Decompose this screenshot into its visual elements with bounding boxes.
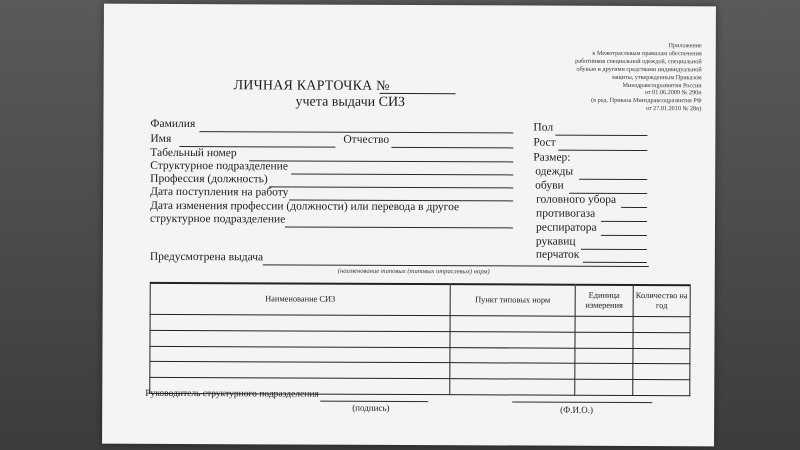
sex-label: Пол — [533, 121, 554, 134]
col-header-quantity: Количество на год — [633, 285, 690, 317]
appendix-note-line: от 01.06.2009 № 290н — [644, 89, 702, 97]
appendix-note-line: работников специальной одеждой, специальной — [575, 57, 702, 66]
gloves-label: рукавиц — [535, 235, 576, 248]
table-cell[interactable] — [633, 332, 690, 348]
appendix-note-line: Минздравсоцразвития России — [622, 81, 702, 89]
surname-label: Фамилия — [150, 117, 196, 131]
appendix-note-line: от 27.01.2010 № 28н) — [645, 105, 702, 113]
gloves-field[interactable] — [581, 249, 647, 250]
table-cell[interactable] — [575, 332, 633, 348]
table-cell[interactable] — [150, 362, 450, 379]
patronymic-label: Отчество — [343, 133, 390, 146]
col-header-ppe-name: Наименование СИЗ — [150, 283, 450, 316]
tab-number-field[interactable] — [249, 160, 513, 162]
appendix-note-line: защиты, утвержденным Приказом — [611, 73, 702, 81]
table-cell[interactable] — [450, 331, 575, 347]
appendix-note-line: Приложение — [668, 42, 702, 50]
department-field[interactable] — [291, 173, 513, 175]
appendix-note-line: (в ред. Приказа Минздравсоцразвития РФ — [591, 97, 702, 105]
height-field[interactable] — [558, 150, 647, 151]
table-cell[interactable] — [575, 379, 633, 395]
clothes-label: одежды — [535, 165, 574, 178]
gasmask-label: противогаза — [536, 207, 596, 220]
table-cell[interactable] — [575, 348, 633, 364]
full-name-field[interactable] — [512, 401, 652, 403]
mittens-field[interactable] — [583, 262, 647, 263]
change-date-label: Дата изменения профессии (должности) или перевода в другое — [150, 199, 460, 214]
table-cell[interactable] — [633, 348, 690, 364]
table-cell[interactable] — [450, 316, 575, 332]
change-date-label-2: структурное подразделение — [149, 212, 286, 226]
col-header-unit: Единица измерения — [575, 285, 633, 317]
card-subtitle: учета выдачи СИЗ — [295, 94, 406, 110]
respirator-field[interactable] — [601, 235, 647, 236]
table-cell[interactable] — [633, 364, 690, 380]
card-title: ЛИЧНАЯ КАРТОЧКА № — [233, 78, 390, 94]
table-cell[interactable] — [450, 379, 575, 395]
patronymic-field[interactable] — [391, 147, 513, 149]
respirator-label: респиратора — [535, 221, 597, 234]
table-cell[interactable] — [575, 364, 633, 380]
table-cell[interactable] — [150, 346, 450, 363]
provision-label: Предусмотрена выдача — [149, 250, 264, 264]
clothes-field[interactable] — [579, 179, 647, 180]
full-name-caption: (Ф.И.О.) — [560, 404, 594, 415]
shoes-label: обуви — [535, 179, 564, 192]
table-cell[interactable] — [633, 380, 690, 396]
name-label: Имя — [150, 132, 172, 145]
headwear-field[interactable] — [621, 207, 647, 208]
profession-label: Профессия (должность) — [150, 172, 268, 186]
sex-field[interactable] — [555, 135, 647, 136]
table-cell[interactable] — [575, 316, 633, 332]
table-cell[interactable] — [633, 316, 690, 332]
appendix-note — [531, 42, 701, 114]
tab-number-label: Табельный номер — [150, 146, 237, 160]
appendix-note-line: обувью и другими средствами индивидуальной — [576, 65, 702, 73]
mittens-label: перчаток — [535, 248, 580, 261]
change-date-field[interactable] — [285, 226, 513, 228]
table-cell[interactable] — [450, 363, 575, 379]
signature-label: Руководитель структурного подразделения — [145, 388, 319, 400]
hire-date-label: Дата поступления на работу — [150, 185, 289, 199]
table-cell[interactable] — [150, 314, 450, 331]
size-label: Размер: — [533, 151, 571, 164]
col-header-norm-item: Пункт типовых норм — [450, 284, 575, 316]
table-cell[interactable] — [450, 347, 575, 363]
appendix-note-line: к Межотраслевым правилам обеспечения — [592, 49, 702, 58]
ppe-table — [149, 282, 690, 396]
height-label: Рост — [533, 136, 556, 149]
headwear-label: головного убора — [536, 193, 617, 206]
gasmask-field[interactable] — [601, 221, 647, 222]
provision-field[interactable] — [263, 264, 649, 267]
signature-caption: (подпись) — [352, 402, 390, 413]
department-label: Структурное подразделение — [150, 159, 288, 173]
provision-caption: (наименование типовых (типовых отраслевых) норм) — [337, 267, 490, 276]
table-header-row — [150, 283, 690, 317]
document-sheet — [102, 4, 716, 447]
table-cell[interactable] — [150, 330, 450, 347]
profession-field[interactable] — [269, 186, 513, 188]
